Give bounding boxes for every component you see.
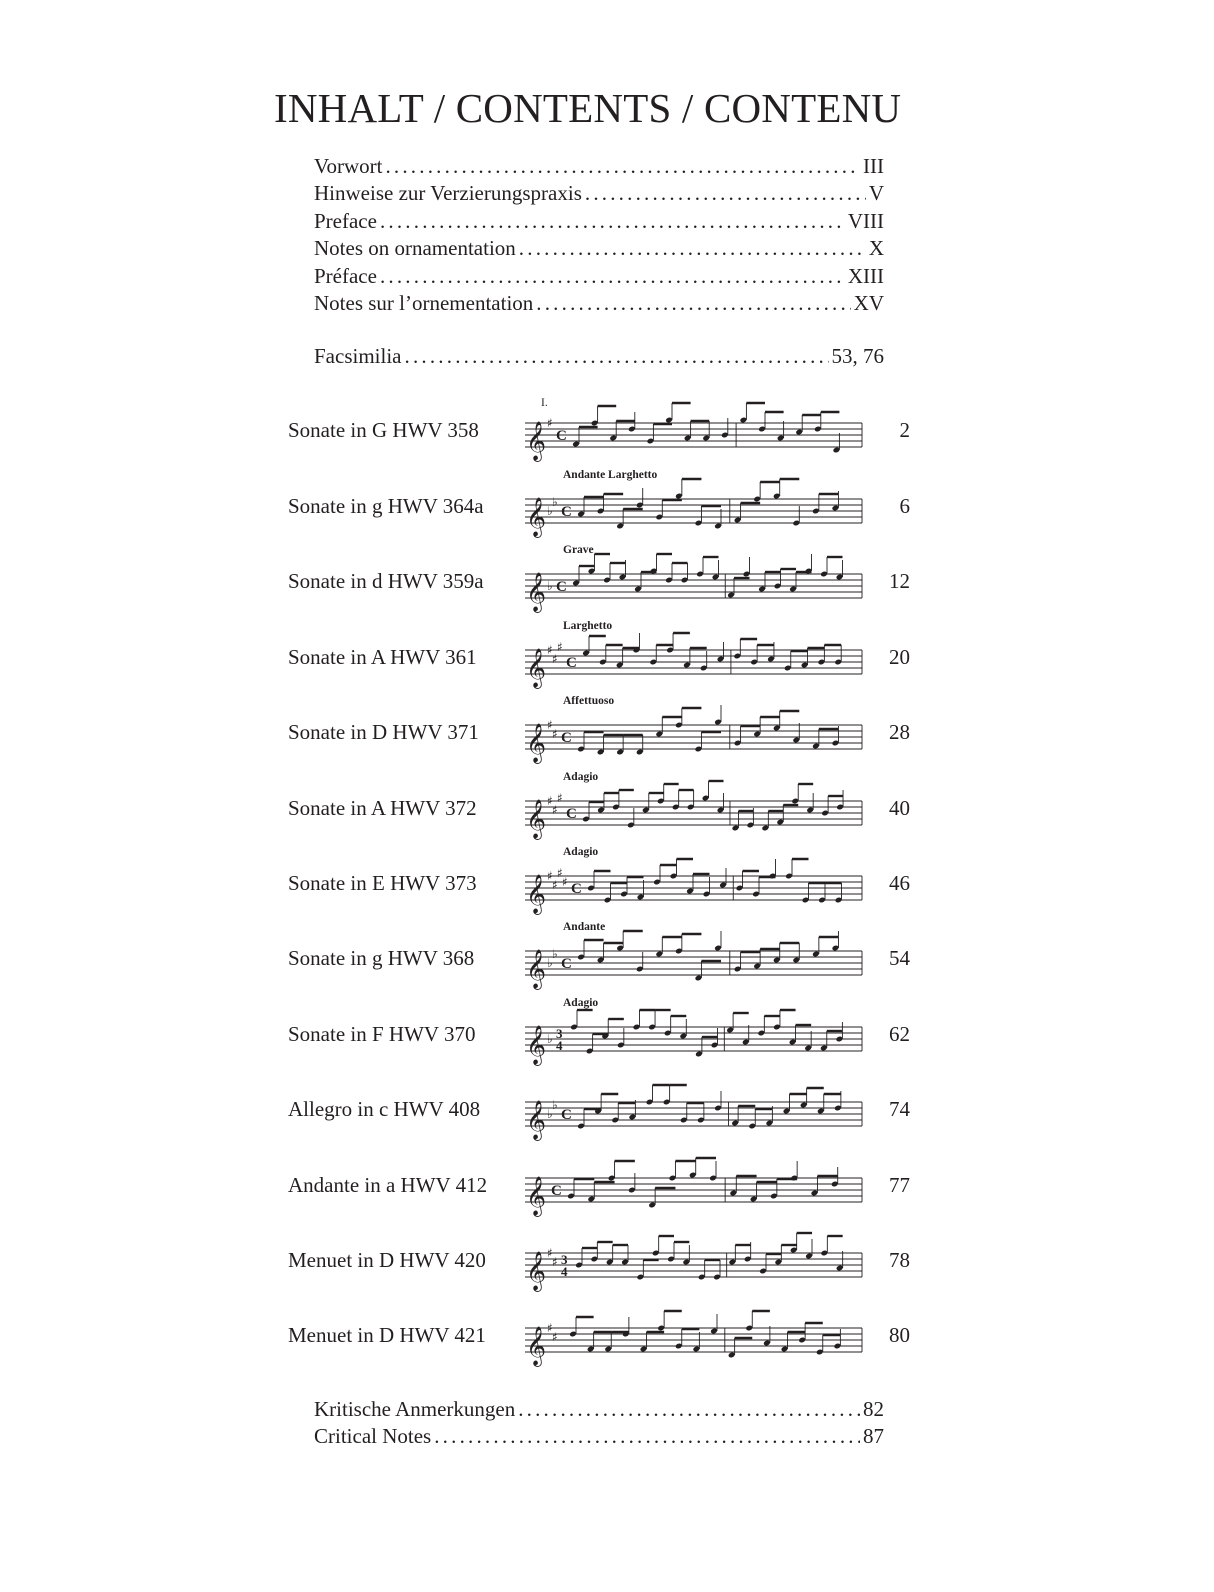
staff-icon: [525, 640, 865, 688]
work-title: Sonate in A HWV 361: [288, 645, 477, 669]
treble-clef-icon: 𝄞: [526, 497, 547, 537]
treble-clef-icon: 𝄞: [526, 1176, 547, 1216]
sharp-icon: ♯: [557, 866, 563, 880]
treble-clef-icon: 𝄞: [526, 648, 547, 688]
sharp-icon: ♯: [547, 1321, 553, 1335]
staff-icon: [525, 941, 865, 989]
sharp-icon: ♯: [547, 794, 553, 808]
staff-icon: [525, 1243, 865, 1291]
sharp-icon: ♯: [562, 875, 568, 889]
common-time-icon: C: [556, 428, 567, 444]
common-time-icon: C: [561, 956, 572, 972]
work-page-number: 78: [889, 1248, 910, 1272]
work-entry[interactable]: [288, 1082, 910, 1140]
work-page-number: 40: [889, 796, 910, 820]
tempo-marking: Andante Larghetto: [563, 469, 658, 481]
toc-label: Préface: [314, 263, 377, 288]
sharp-icon: ♯: [557, 640, 563, 654]
treble-clef-icon: 𝄞: [526, 1100, 547, 1140]
work-page-number: 28: [889, 720, 910, 744]
dot-leader: [518, 1396, 860, 1423]
treble-clef-icon: 𝄞: [526, 723, 547, 763]
toc-entry-critical-notes[interactable]: [314, 1423, 884, 1450]
tempo-marking: Andante: [563, 921, 606, 933]
treble-clef-icon: 𝄞: [526, 949, 547, 989]
dot-leader: [519, 235, 866, 262]
common-time-icon: C: [561, 504, 572, 520]
treble-clef-icon: 𝄞: [526, 874, 547, 914]
tempo-marking: Grave: [563, 544, 594, 556]
toc-page: X: [868, 236, 884, 261]
work-entry[interactable]: [288, 620, 910, 688]
time-signature: 4: [556, 1038, 563, 1053]
sharp-icon: ♯: [547, 869, 553, 883]
toc-label: Kritische Anmerkungen: [314, 1397, 516, 1421]
staff-icon: [525, 564, 865, 612]
work-title: Menuet in D HWV 420: [288, 1248, 486, 1272]
toc-page: V: [868, 181, 884, 206]
music-incipit: [525, 921, 865, 989]
music-incipit: [525, 544, 865, 612]
work-title: Andante in a HWV 412: [288, 1173, 488, 1197]
common-time-icon: C: [561, 1107, 572, 1123]
work-entry[interactable]: [288, 695, 910, 763]
toc-entry-notes-ornementation[interactable]: [314, 290, 884, 317]
music-incipit: [525, 1148, 865, 1216]
toc-entry-notes-ornamentation[interactable]: [314, 235, 884, 262]
work-title: Sonate in D HWV 371: [288, 720, 479, 744]
sharp-icon: ♯: [547, 416, 553, 430]
work-title: Menuet in D HWV 421: [288, 1323, 486, 1347]
work-page-number: 46: [889, 871, 910, 895]
toc-label: Vorwort: [314, 154, 383, 178]
work-entry[interactable]: [288, 469, 910, 537]
staff-icon: [525, 489, 865, 537]
toc-page: III: [863, 154, 884, 178]
toc-label: Facsimilia: [314, 344, 402, 368]
work-page-number: 74: [889, 1097, 910, 1121]
toc-page: XV: [853, 290, 884, 315]
staff-icon: [525, 1168, 865, 1216]
treble-clef-icon: 𝄞: [526, 421, 547, 461]
flat-icon: ♭: [552, 495, 558, 509]
dot-leader: [536, 290, 850, 317]
work-entry[interactable]: [288, 1158, 910, 1216]
staff-icon: [525, 1318, 865, 1366]
flat-icon: ♭: [547, 1107, 553, 1121]
flat-icon: ♭: [547, 579, 553, 593]
toc-label: Preface: [314, 208, 377, 233]
sharp-icon: ♯: [547, 718, 553, 732]
flat-icon: ♭: [547, 504, 553, 518]
music-incipit: [525, 620, 865, 688]
work-entry[interactable]: [288, 771, 910, 839]
work-title: Sonate in d HWV 359a: [288, 569, 484, 593]
staff-icon: [525, 1092, 865, 1140]
toc-entry-facsimilia[interactable]: [314, 343, 884, 370]
music-incipit: [525, 1298, 865, 1366]
music-incipit: [525, 1072, 865, 1140]
tempo-marking: Adagio: [563, 846, 599, 858]
time-signature: 3: [556, 1026, 563, 1041]
toc-label: Hinweise zur Verzierungspraxis: [314, 181, 582, 206]
front-matter-list: [314, 153, 884, 317]
dot-leader: [380, 263, 845, 290]
music-incipit: [525, 469, 865, 537]
treble-clef-icon: 𝄞: [526, 1251, 547, 1291]
work-entry[interactable]: [288, 1233, 910, 1291]
sharp-icon: ♯: [552, 727, 558, 741]
staff-icon: [525, 715, 865, 763]
music-incipit: [525, 1223, 865, 1291]
dot-leader: [585, 180, 866, 207]
work-title: Sonate in E HWV 373: [288, 871, 477, 895]
work-title: Sonate in g HWV 368: [288, 946, 475, 970]
toc-page: 82: [863, 1397, 884, 1421]
work-title: Sonate in F HWV 370: [288, 1022, 476, 1046]
work-page-number: 2: [899, 418, 910, 442]
toc-entry-kritische-anmerkungen[interactable]: [314, 1396, 884, 1423]
sharp-icon: ♯: [552, 803, 558, 817]
dot-leader: [405, 343, 829, 370]
music-incipit: [525, 695, 865, 763]
work-entry[interactable]: [288, 1308, 910, 1366]
toc-page: 87: [863, 1424, 884, 1449]
music-incipit: [525, 846, 865, 914]
facsimilia-list: [314, 343, 884, 370]
dot-leader: [385, 153, 860, 180]
dot-leader: [434, 1423, 860, 1450]
common-time-icon: C: [561, 730, 572, 746]
dot-leader: [380, 208, 845, 235]
sharp-icon: ♯: [557, 791, 563, 805]
tempo-marking: I.: [541, 397, 548, 409]
work-page-number: 20: [889, 645, 910, 669]
toc-label: Notes on ornamentation: [314, 236, 516, 261]
treble-clef-icon: 𝄞: [526, 1326, 547, 1366]
toc-entry-preface[interactable]: [314, 208, 884, 235]
treble-clef-icon: 𝄞: [526, 572, 547, 612]
sharp-icon: ♯: [552, 1330, 558, 1344]
music-incipit: [525, 393, 865, 461]
toc-entry-hinweise[interactable]: [314, 180, 884, 207]
common-time-icon: C: [566, 655, 577, 671]
common-time-icon: C: [556, 579, 567, 595]
staff-icon: [525, 1017, 865, 1065]
toc-label: Critical Notes: [314, 1424, 432, 1449]
staff-icon: [525, 791, 865, 839]
sharp-icon: ♯: [552, 878, 558, 892]
work-page-number: 77: [889, 1173, 910, 1197]
toc-page: XIII: [847, 263, 884, 288]
page-title: INHALT / CONTENTS / CONTENU: [274, 85, 902, 131]
sharp-icon: ♯: [547, 643, 553, 657]
flat-icon: ♭: [552, 947, 558, 961]
work-page-number: 12: [889, 569, 910, 593]
work-title: Sonate in A HWV 372: [288, 796, 477, 820]
common-time-icon: C: [551, 1183, 562, 1199]
work-title: Sonate in g HWV 364a: [288, 494, 484, 518]
toc-label: Notes sur l’ornementation: [314, 290, 534, 315]
toc-entry-preface-fr[interactable]: [314, 263, 884, 290]
tempo-marking: Larghetto: [563, 620, 613, 632]
treble-clef-icon: 𝄞: [526, 1025, 547, 1065]
flat-icon: ♭: [547, 1032, 553, 1046]
work-entry[interactable]: [288, 921, 910, 989]
back-matter-list: [314, 1396, 884, 1451]
staff-icon: [525, 413, 865, 461]
work-entry[interactable]: [288, 397, 910, 461]
time-signature: 4: [561, 1264, 568, 1279]
toc-page: 53, 76: [831, 344, 884, 368]
music-incipit: [525, 771, 865, 839]
work-page-number: 6: [899, 494, 910, 518]
work-entry[interactable]: [288, 997, 910, 1065]
tempo-marking: Adagio: [563, 771, 599, 783]
work-page-number: 62: [889, 1022, 910, 1046]
work-entry[interactable]: [288, 846, 910, 914]
common-time-icon: C: [571, 881, 582, 897]
common-time-icon: C: [566, 806, 577, 822]
tempo-marking: Adagio: [563, 997, 599, 1009]
flat-icon: ♭: [552, 1098, 558, 1112]
staff-icon: [525, 866, 865, 914]
toc-page: VIII: [847, 208, 884, 233]
work-page-number: 80: [889, 1323, 910, 1347]
treble-clef-icon: 𝄞: [526, 799, 547, 839]
sharp-icon: ♯: [552, 1255, 558, 1269]
sharp-icon: ♯: [547, 1246, 553, 1260]
work-entry[interactable]: [288, 544, 910, 612]
work-page-number: 54: [889, 946, 910, 970]
work-title: Allegro in c HWV 408: [288, 1097, 481, 1121]
tempo-marking: Affettuoso: [563, 695, 615, 707]
toc-entry-vorwort[interactable]: [314, 153, 884, 180]
flat-icon: ♭: [547, 956, 553, 970]
time-signature: 3: [561, 1252, 568, 1267]
music-incipit: [525, 997, 865, 1065]
work-title: Sonate in G HWV 358: [288, 418, 479, 442]
sharp-icon: ♯: [552, 652, 558, 666]
